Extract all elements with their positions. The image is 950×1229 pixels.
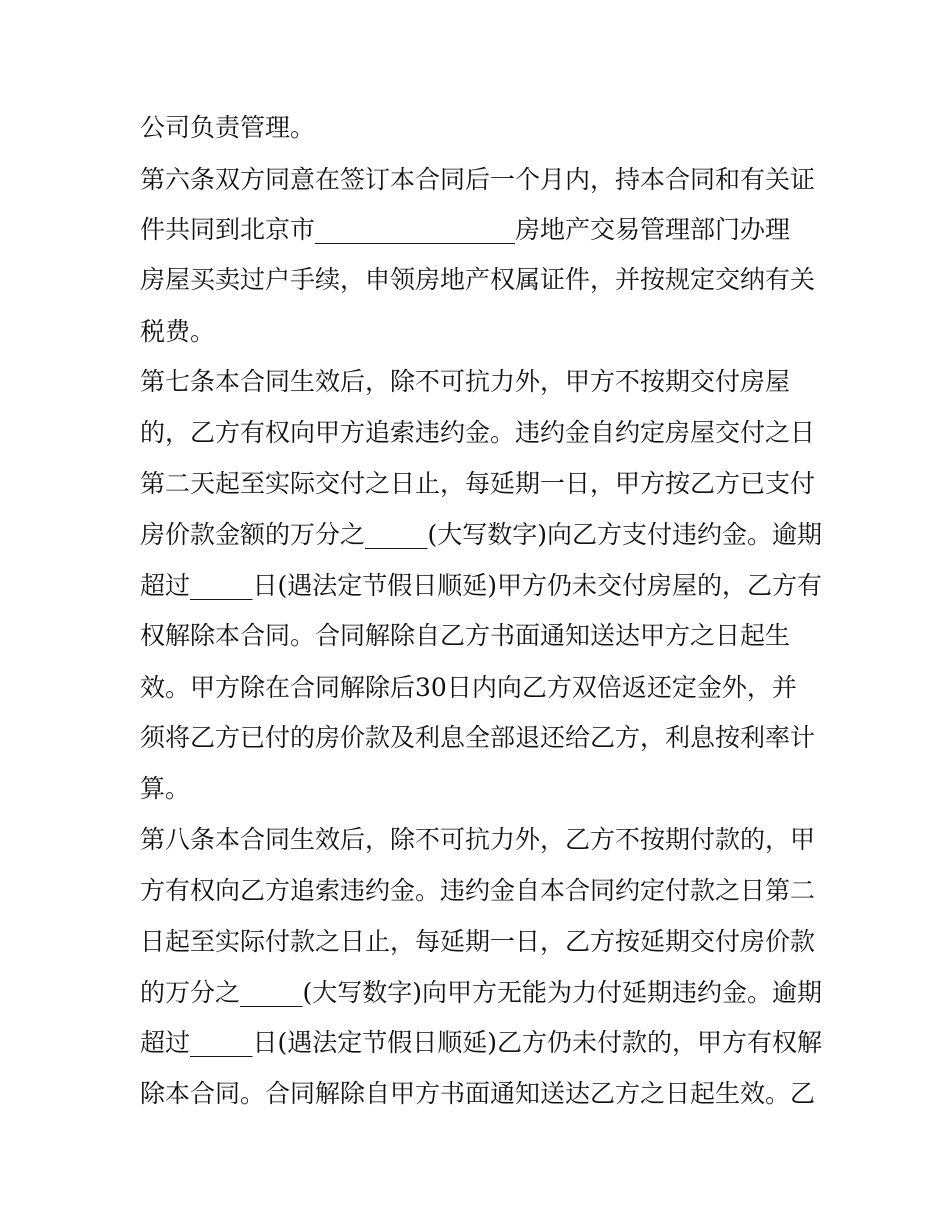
text-line-15: 第八条本合同生效后，除不可抗力外，乙方不按期付款的，甲 bbox=[140, 825, 816, 854]
text-line-5: 税费。 bbox=[140, 317, 216, 346]
text-line-10: 超过_____日(遇法定节假日顺延)甲方仍未交付房屋的，乙方有 bbox=[140, 571, 823, 600]
text-line-16: 方有权向乙方追索违约金。违约金自本合同约定付款之日第二 bbox=[140, 876, 816, 905]
text-line-18: 的万分之_____(大写数字)向甲方无能为力付延期违约金。逾期 bbox=[140, 978, 823, 1007]
text-line-11: 权解除本合同。合同解除自乙方书面通知送达甲方之日起生 bbox=[140, 621, 791, 650]
text-line-4: 房屋买卖过户手续，申领房地产权属证件，并按规定交纳有关 bbox=[140, 265, 816, 294]
text-line-8: 第二天起至实际交付之日止，每延期一日，甲方按乙方已支付 bbox=[140, 469, 816, 498]
text-line-20: 除本合同。合同解除自甲方书面通知送达乙方之日起生效。乙 bbox=[140, 1079, 816, 1108]
text-line-2: 第六条双方同意在签订本合同后一个月内，持本合同和有关证 bbox=[140, 165, 816, 194]
text-line-17: 日起至实际付款之日止，每延期一日，乙方按延期交付房价款 bbox=[140, 927, 816, 956]
text-line-1: 公司负责管理。 bbox=[140, 113, 316, 142]
text-line-7: 的，乙方有权向甲方追索违约金。违约金自约定房屋交付之日 bbox=[140, 418, 816, 447]
text-line-14: 算。 bbox=[140, 774, 191, 803]
text-line-6: 第七条本合同生效后，除不可抗力外，甲方不按期交付房屋 bbox=[140, 367, 791, 396]
text-line-19: 超过_____日(遇法定节假日顺延)乙方仍未付款的，甲方有权解 bbox=[140, 1028, 823, 1057]
text-line-9: 房价款金额的万分之_____(大写数字)向乙方支付违约金。逾期 bbox=[140, 520, 823, 549]
text-line-12: 效。甲方除在合同解除后30日内向乙方双倍返还定金外，并 bbox=[140, 673, 797, 702]
text-line-3: 件共同到北京市________________房地产交易管理部门办理 bbox=[140, 215, 791, 244]
text-line-13: 须将乙方已付的房价款及利息全部退还给乙方，利息按利率计 bbox=[140, 723, 816, 752]
